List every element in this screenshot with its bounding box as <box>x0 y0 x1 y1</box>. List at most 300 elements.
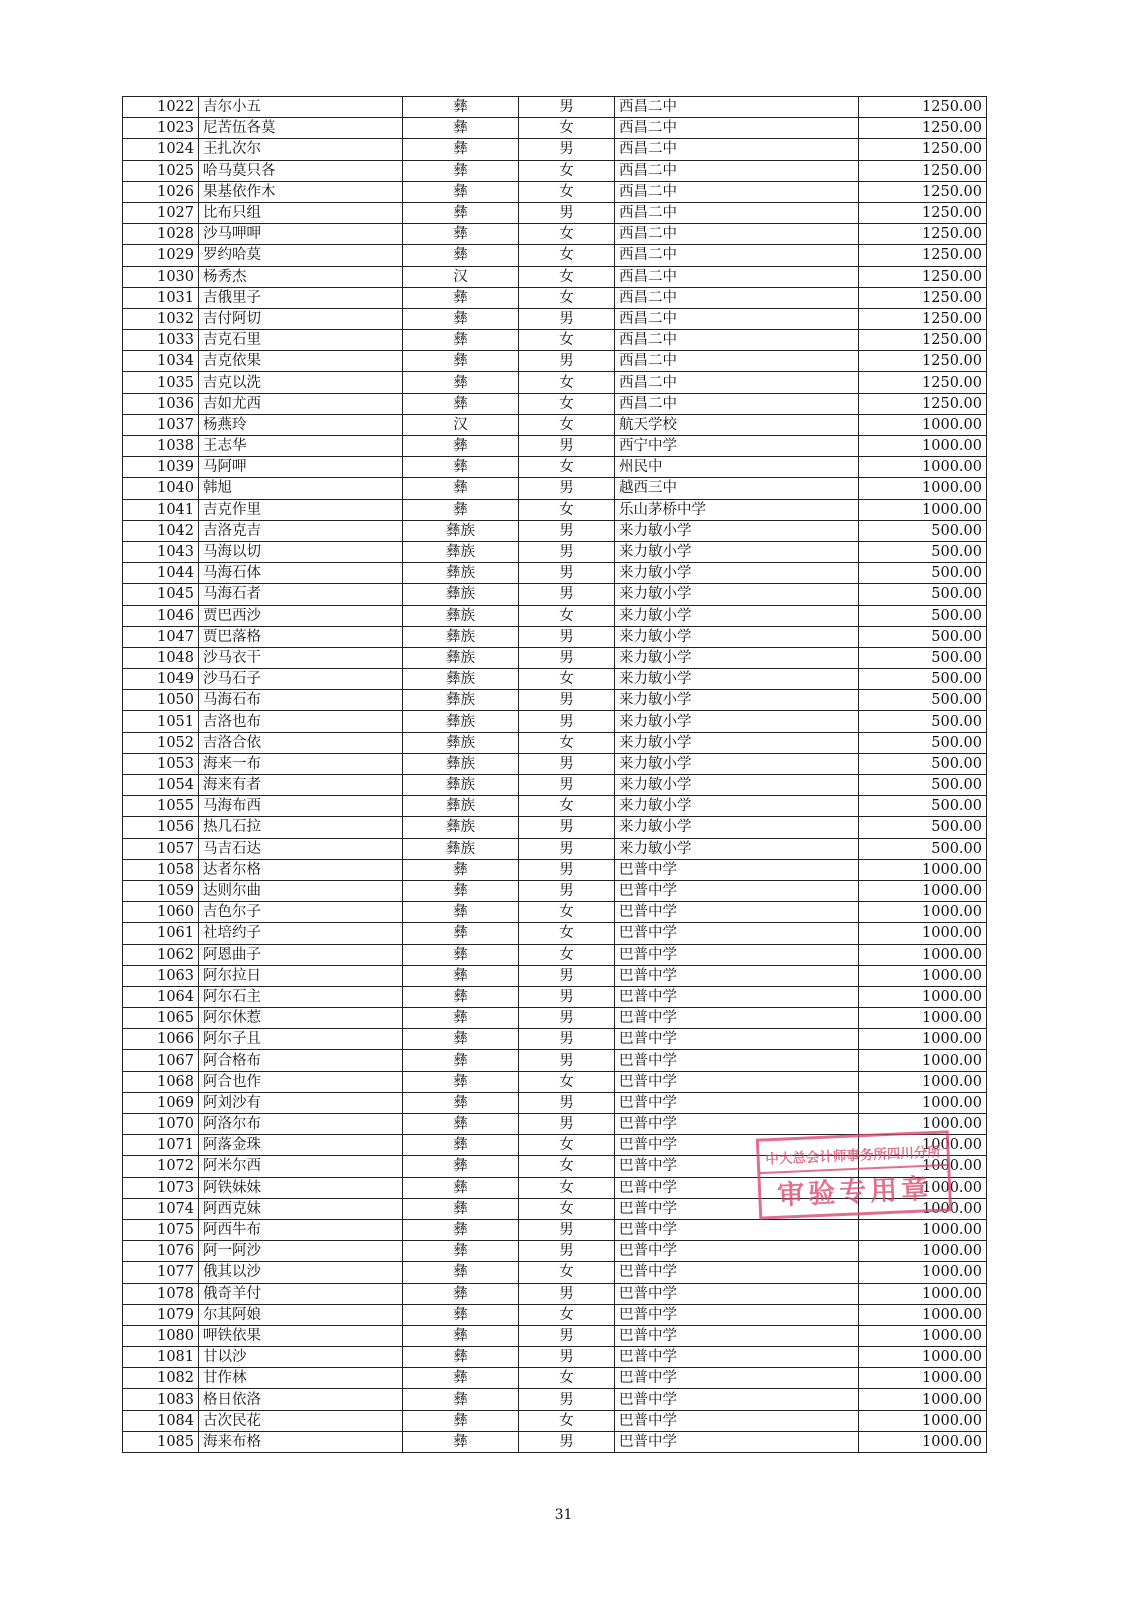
table-row <box>123 520 987 541</box>
school-cell: 乐山茅桥中学 <box>615 499 859 520</box>
ethnicity-cell: 彝族 <box>403 732 519 753</box>
student-name-cell: 吉洛合依 <box>199 732 403 753</box>
school-cell: 西昌二中 <box>615 181 859 202</box>
ethnicity-cell: 彝 <box>403 1198 519 1219</box>
school-cell: 巴普中学 <box>615 1304 859 1325</box>
sex-cell: 女 <box>519 1177 615 1198</box>
sex-cell: 男 <box>519 202 615 223</box>
student-name-cell: 吉洛克吉 <box>199 520 403 541</box>
row-number-cell: 1028 <box>123 224 199 245</box>
sex-cell: 女 <box>519 457 615 478</box>
school-cell: 越西三中 <box>615 478 859 499</box>
sex-cell: 女 <box>519 1071 615 1092</box>
row-number-cell: 1067 <box>123 1050 199 1071</box>
school-cell: 西昌二中 <box>615 372 859 393</box>
table-row <box>123 414 987 435</box>
amount-cell: 1000.00 <box>859 1325 987 1346</box>
ethnicity-cell: 彝 <box>403 1325 519 1346</box>
row-number-cell: 1052 <box>123 732 199 753</box>
ethnicity-cell: 彝 <box>403 1219 519 1240</box>
student-name-cell: 阿西牛布 <box>199 1219 403 1240</box>
table-row <box>123 1114 987 1135</box>
table-row <box>123 859 987 880</box>
ethnicity-cell: 汉 <box>403 266 519 287</box>
student-name-cell: 阿尔拉日 <box>199 965 403 986</box>
sex-cell: 男 <box>519 1114 615 1135</box>
table-row <box>123 838 987 859</box>
ethnicity-cell: 彝 <box>403 1135 519 1156</box>
school-cell: 来力敏小学 <box>615 817 859 838</box>
school-cell: 来力敏小学 <box>615 520 859 541</box>
sex-cell: 女 <box>519 393 615 414</box>
ethnicity-cell: 彝族 <box>403 584 519 605</box>
school-cell: 西昌二中 <box>615 266 859 287</box>
amount-cell: 1000.00 <box>859 1389 987 1410</box>
roster-body <box>123 97 987 1453</box>
student-name-cell: 阿合格布 <box>199 1050 403 1071</box>
ethnicity-cell: 彝 <box>403 1092 519 1113</box>
school-cell: 巴普中学 <box>615 1177 859 1198</box>
sex-cell: 女 <box>519 287 615 308</box>
ethnicity-cell: 彝 <box>403 245 519 266</box>
amount-cell: 1000.00 <box>859 457 987 478</box>
row-number-cell: 1083 <box>123 1389 199 1410</box>
table-row <box>123 372 987 393</box>
table-row <box>123 817 987 838</box>
table-row <box>123 393 987 414</box>
student-name-cell: 沙马石子 <box>199 669 403 690</box>
ethnicity-cell: 彝 <box>403 923 519 944</box>
amount-cell: 1000.00 <box>859 1368 987 1389</box>
row-number-cell: 1039 <box>123 457 199 478</box>
school-cell: 巴普中学 <box>615 1071 859 1092</box>
sex-cell: 男 <box>519 1431 615 1452</box>
table-row <box>123 1008 987 1029</box>
student-name-cell: 俄奇羊付 <box>199 1283 403 1304</box>
sex-cell: 男 <box>519 880 615 901</box>
amount-cell: 1250.00 <box>859 287 987 308</box>
student-name-cell: 阿落金珠 <box>199 1135 403 1156</box>
sex-cell: 男 <box>519 563 615 584</box>
amount-cell: 1000.00 <box>859 986 987 1007</box>
school-cell: 巴普中学 <box>615 1431 859 1452</box>
ethnicity-cell: 彝 <box>403 1283 519 1304</box>
row-number-cell: 1027 <box>123 202 199 223</box>
table-row <box>123 1389 987 1410</box>
table-row <box>123 478 987 499</box>
row-number-cell: 1034 <box>123 351 199 372</box>
row-number-cell: 1022 <box>123 97 199 118</box>
row-number-cell: 1047 <box>123 626 199 647</box>
school-cell: 巴普中学 <box>615 902 859 923</box>
sex-cell: 男 <box>519 1092 615 1113</box>
sex-cell: 男 <box>519 775 615 796</box>
ethnicity-cell: 彝 <box>403 160 519 181</box>
sex-cell: 女 <box>519 605 615 626</box>
row-number-cell: 1074 <box>123 1198 199 1219</box>
school-cell: 巴普中学 <box>615 1050 859 1071</box>
ethnicity-cell: 彝 <box>403 308 519 329</box>
school-cell: 巴普中学 <box>615 923 859 944</box>
amount-cell: 1000.00 <box>859 902 987 923</box>
sex-cell: 男 <box>519 1050 615 1071</box>
sex-cell: 女 <box>519 944 615 965</box>
stamp-line-2: 审验专用章 <box>776 1173 933 1211</box>
school-cell: 州民中 <box>615 457 859 478</box>
row-number-cell: 1037 <box>123 414 199 435</box>
table-row <box>123 245 987 266</box>
table-row <box>123 965 987 986</box>
ethnicity-cell: 彝 <box>403 478 519 499</box>
amount-cell: 1250.00 <box>859 245 987 266</box>
table-row <box>123 139 987 160</box>
student-name-cell: 俄其以沙 <box>199 1262 403 1283</box>
ethnicity-cell: 彝 <box>403 1347 519 1368</box>
sex-cell: 男 <box>519 647 615 668</box>
student-name-cell: 古次民花 <box>199 1410 403 1431</box>
student-name-cell: 吉洛也布 <box>199 711 403 732</box>
row-number-cell: 1044 <box>123 563 199 584</box>
sex-cell: 女 <box>519 414 615 435</box>
table-row <box>123 97 987 118</box>
sex-cell: 男 <box>519 965 615 986</box>
ethnicity-cell: 彝 <box>403 224 519 245</box>
student-name-cell: 吉尔小五 <box>199 97 403 118</box>
table-row <box>123 1050 987 1071</box>
amount-cell: 1250.00 <box>859 393 987 414</box>
sex-cell: 男 <box>519 1029 615 1050</box>
student-name-cell: 呷铁依果 <box>199 1325 403 1346</box>
student-name-cell: 海来有者 <box>199 775 403 796</box>
sex-cell: 男 <box>519 436 615 457</box>
ethnicity-cell: 彝 <box>403 1008 519 1029</box>
table-row <box>123 541 987 562</box>
sex-cell: 女 <box>519 669 615 690</box>
amount-cell: 1250.00 <box>859 181 987 202</box>
row-number-cell: 1058 <box>123 859 199 880</box>
table-row <box>123 690 987 711</box>
row-number-cell: 1066 <box>123 1029 199 1050</box>
sex-cell: 女 <box>519 732 615 753</box>
ethnicity-cell: 彝族 <box>403 626 519 647</box>
ethnicity-cell: 彝 <box>403 351 519 372</box>
sex-cell: 男 <box>519 351 615 372</box>
table-row <box>123 1347 987 1368</box>
student-name-cell: 杨燕玲 <box>199 414 403 435</box>
student-name-cell: 尼苦伍各莫 <box>199 118 403 139</box>
sex-cell: 男 <box>519 139 615 160</box>
school-cell: 西昌二中 <box>615 351 859 372</box>
row-number-cell: 1082 <box>123 1368 199 1389</box>
sex-cell: 女 <box>519 1410 615 1431</box>
ethnicity-cell: 彝 <box>403 1431 519 1452</box>
student-name-cell: 吉克依果 <box>199 351 403 372</box>
school-cell: 来力敏小学 <box>615 732 859 753</box>
school-cell: 巴普中学 <box>615 1262 859 1283</box>
row-number-cell: 1081 <box>123 1347 199 1368</box>
school-cell: 巴普中学 <box>615 1135 859 1156</box>
sex-cell: 女 <box>519 499 615 520</box>
amount-cell: 1000.00 <box>859 1029 987 1050</box>
amount-cell: 1000.00 <box>859 1071 987 1092</box>
ethnicity-cell: 彝族 <box>403 753 519 774</box>
amount-cell: 500.00 <box>859 563 987 584</box>
amount-cell: 500.00 <box>859 838 987 859</box>
sex-cell: 女 <box>519 796 615 817</box>
school-cell: 巴普中学 <box>615 1029 859 1050</box>
row-number-cell: 1031 <box>123 287 199 308</box>
student-name-cell: 哈马莫只各 <box>199 160 403 181</box>
ethnicity-cell: 彝 <box>403 393 519 414</box>
school-cell: 来力敏小学 <box>615 838 859 859</box>
ethnicity-cell: 彝 <box>403 139 519 160</box>
school-cell: 来力敏小学 <box>615 584 859 605</box>
row-number-cell: 1077 <box>123 1262 199 1283</box>
student-name-cell: 阿尔石主 <box>199 986 403 1007</box>
sex-cell: 女 <box>519 1262 615 1283</box>
ethnicity-cell: 彝 <box>403 1262 519 1283</box>
school-cell: 西昌二中 <box>615 224 859 245</box>
student-name-cell: 甘作林 <box>199 1368 403 1389</box>
ethnicity-cell: 彝族 <box>403 563 519 584</box>
student-name-cell: 吉克石里 <box>199 330 403 351</box>
school-cell: 来力敏小学 <box>615 541 859 562</box>
student-name-cell: 阿合也作 <box>199 1071 403 1092</box>
amount-cell: 1000.00 <box>859 923 987 944</box>
sex-cell: 女 <box>519 1304 615 1325</box>
row-number-cell: 1038 <box>123 436 199 457</box>
student-name-cell: 吉俄里子 <box>199 287 403 308</box>
amount-cell: 1250.00 <box>859 139 987 160</box>
ethnicity-cell: 彝 <box>403 859 519 880</box>
school-cell: 西昌二中 <box>615 330 859 351</box>
ethnicity-cell: 彝 <box>403 880 519 901</box>
stamp-divider <box>759 1165 949 1173</box>
row-number-cell: 1065 <box>123 1008 199 1029</box>
school-cell: 西昌二中 <box>615 308 859 329</box>
row-number-cell: 1054 <box>123 775 199 796</box>
sex-cell: 男 <box>519 97 615 118</box>
amount-cell: 1000.00 <box>859 944 987 965</box>
ethnicity-cell: 彝 <box>403 499 519 520</box>
sex-cell: 男 <box>519 711 615 732</box>
student-name-cell: 达则尔曲 <box>199 880 403 901</box>
sex-cell: 男 <box>519 584 615 605</box>
row-number-cell: 1033 <box>123 330 199 351</box>
row-number-cell: 1026 <box>123 181 199 202</box>
ethnicity-cell: 彝族 <box>403 817 519 838</box>
row-number-cell: 1070 <box>123 1114 199 1135</box>
sex-cell: 女 <box>519 1135 615 1156</box>
ethnicity-cell: 彝 <box>403 902 519 923</box>
ethnicity-cell: 彝 <box>403 1114 519 1135</box>
table-row <box>123 330 987 351</box>
ethnicity-cell: 彝 <box>403 1368 519 1389</box>
amount-cell: 1000.00 <box>859 414 987 435</box>
amount-cell: 500.00 <box>859 520 987 541</box>
table-row <box>123 986 987 1007</box>
sex-cell: 男 <box>519 1008 615 1029</box>
school-cell: 来力敏小学 <box>615 753 859 774</box>
amount-cell: 500.00 <box>859 796 987 817</box>
student-name-cell: 吉色尔子 <box>199 902 403 923</box>
school-cell: 巴普中学 <box>615 944 859 965</box>
ethnicity-cell: 彝 <box>403 965 519 986</box>
sex-cell: 男 <box>519 753 615 774</box>
amount-cell: 1250.00 <box>859 224 987 245</box>
amount-cell: 1000.00 <box>859 1177 987 1198</box>
row-number-cell: 1042 <box>123 520 199 541</box>
sex-cell: 男 <box>519 1325 615 1346</box>
amount-cell: 1000.00 <box>859 1431 987 1452</box>
table-row <box>123 1071 987 1092</box>
amount-cell: 500.00 <box>859 817 987 838</box>
ethnicity-cell: 彝族 <box>403 669 519 690</box>
school-cell: 巴普中学 <box>615 1283 859 1304</box>
ethnicity-cell: 彝 <box>403 1241 519 1262</box>
table-row <box>123 732 987 753</box>
student-name-cell: 沙马呷呷 <box>199 224 403 245</box>
sex-cell: 女 <box>519 245 615 266</box>
table-row <box>123 118 987 139</box>
school-cell: 巴普中学 <box>615 1008 859 1029</box>
sex-cell: 男 <box>519 690 615 711</box>
row-number-cell: 1023 <box>123 118 199 139</box>
table-row <box>123 923 987 944</box>
amount-cell: 1250.00 <box>859 372 987 393</box>
school-cell: 来力敏小学 <box>615 647 859 668</box>
student-name-cell: 格日依洛 <box>199 1389 403 1410</box>
student-name-cell: 达者尔格 <box>199 859 403 880</box>
row-number-cell: 1076 <box>123 1241 199 1262</box>
school-cell: 巴普中学 <box>615 1325 859 1346</box>
roster-table <box>122 96 987 1453</box>
school-cell: 来力敏小学 <box>615 775 859 796</box>
sex-cell: 男 <box>519 478 615 499</box>
row-number-cell: 1043 <box>123 541 199 562</box>
amount-cell: 1000.00 <box>859 478 987 499</box>
row-number-cell: 1053 <box>123 753 199 774</box>
student-name-cell: 阿刘沙有 <box>199 1092 403 1113</box>
row-number-cell: 1056 <box>123 817 199 838</box>
ethnicity-cell: 彝族 <box>403 647 519 668</box>
school-cell: 巴普中学 <box>615 1092 859 1113</box>
sex-cell: 女 <box>519 1156 615 1177</box>
amount-cell: 1000.00 <box>859 1347 987 1368</box>
school-cell: 来力敏小学 <box>615 563 859 584</box>
ethnicity-cell: 彝族 <box>403 796 519 817</box>
table-row <box>123 202 987 223</box>
table-row <box>123 287 987 308</box>
ethnicity-cell: 彝族 <box>403 711 519 732</box>
ethnicity-cell: 彝 <box>403 202 519 223</box>
student-name-cell: 阿一阿沙 <box>199 1241 403 1262</box>
student-name-cell: 比布只组 <box>199 202 403 223</box>
sex-cell: 女 <box>519 118 615 139</box>
school-cell: 西昌二中 <box>615 118 859 139</box>
student-name-cell: 贾巴落格 <box>199 626 403 647</box>
table-row <box>123 499 987 520</box>
ethnicity-cell: 彝 <box>403 1410 519 1431</box>
ethnicity-cell: 彝 <box>403 1156 519 1177</box>
sex-cell: 女 <box>519 266 615 287</box>
school-cell: 西昌二中 <box>615 202 859 223</box>
school-cell: 西昌二中 <box>615 287 859 308</box>
student-name-cell: 韩旭 <box>199 478 403 499</box>
table-row <box>123 160 987 181</box>
sex-cell: 男 <box>519 817 615 838</box>
table-row <box>123 1368 987 1389</box>
student-name-cell: 吉克以洗 <box>199 372 403 393</box>
row-number-cell: 1055 <box>123 796 199 817</box>
student-name-cell: 尔其阿娘 <box>199 1304 403 1325</box>
school-cell: 西昌二中 <box>615 139 859 160</box>
school-cell: 巴普中学 <box>615 1368 859 1389</box>
school-cell: 西宁中学 <box>615 436 859 457</box>
ethnicity-cell: 彝 <box>403 372 519 393</box>
table-row <box>123 880 987 901</box>
amount-cell: 1000.00 <box>859 1304 987 1325</box>
row-number-cell: 1024 <box>123 139 199 160</box>
student-name-cell: 阿尔休惹 <box>199 1008 403 1029</box>
table-row <box>123 1283 987 1304</box>
student-name-cell: 罗约哈莫 <box>199 245 403 266</box>
amount-cell: 500.00 <box>859 626 987 647</box>
row-number-cell: 1069 <box>123 1092 199 1113</box>
table-row <box>123 1092 987 1113</box>
ethnicity-cell: 彝 <box>403 1029 519 1050</box>
amount-cell: 1250.00 <box>859 351 987 372</box>
amount-cell: 1000.00 <box>859 1283 987 1304</box>
sex-cell: 男 <box>519 986 615 1007</box>
table-row <box>123 626 987 647</box>
table-row <box>123 711 987 732</box>
row-number-cell: 1032 <box>123 308 199 329</box>
sex-cell: 男 <box>519 541 615 562</box>
table-row <box>123 308 987 329</box>
amount-cell: 500.00 <box>859 647 987 668</box>
row-number-cell: 1073 <box>123 1177 199 1198</box>
ethnicity-cell: 彝 <box>403 1177 519 1198</box>
school-cell: 巴普中学 <box>615 1241 859 1262</box>
student-name-cell: 马海石者 <box>199 584 403 605</box>
row-number-cell: 1080 <box>123 1325 199 1346</box>
table-row <box>123 1304 987 1325</box>
school-cell: 巴普中学 <box>615 1389 859 1410</box>
student-name-cell: 海来布格 <box>199 1431 403 1452</box>
sex-cell: 男 <box>519 1219 615 1240</box>
ethnicity-cell: 彝族 <box>403 520 519 541</box>
row-number-cell: 1079 <box>123 1304 199 1325</box>
amount-cell: 500.00 <box>859 669 987 690</box>
student-name-cell: 海来一布 <box>199 753 403 774</box>
student-name-cell: 热几石拉 <box>199 817 403 838</box>
student-name-cell: 贾巴西沙 <box>199 605 403 626</box>
school-cell: 巴普中学 <box>615 965 859 986</box>
ethnicity-cell: 彝族 <box>403 838 519 859</box>
row-number-cell: 1084 <box>123 1410 199 1431</box>
amount-cell: 500.00 <box>859 711 987 732</box>
student-name-cell: 阿尔子且 <box>199 1029 403 1050</box>
amount-cell: 1000.00 <box>859 1114 987 1135</box>
table-row <box>123 584 987 605</box>
student-name-cell: 王志华 <box>199 436 403 457</box>
row-number-cell: 1050 <box>123 690 199 711</box>
sex-cell: 女 <box>519 1198 615 1219</box>
sex-cell: 女 <box>519 181 615 202</box>
student-name-cell: 阿恩曲子 <box>199 944 403 965</box>
sex-cell: 女 <box>519 902 615 923</box>
